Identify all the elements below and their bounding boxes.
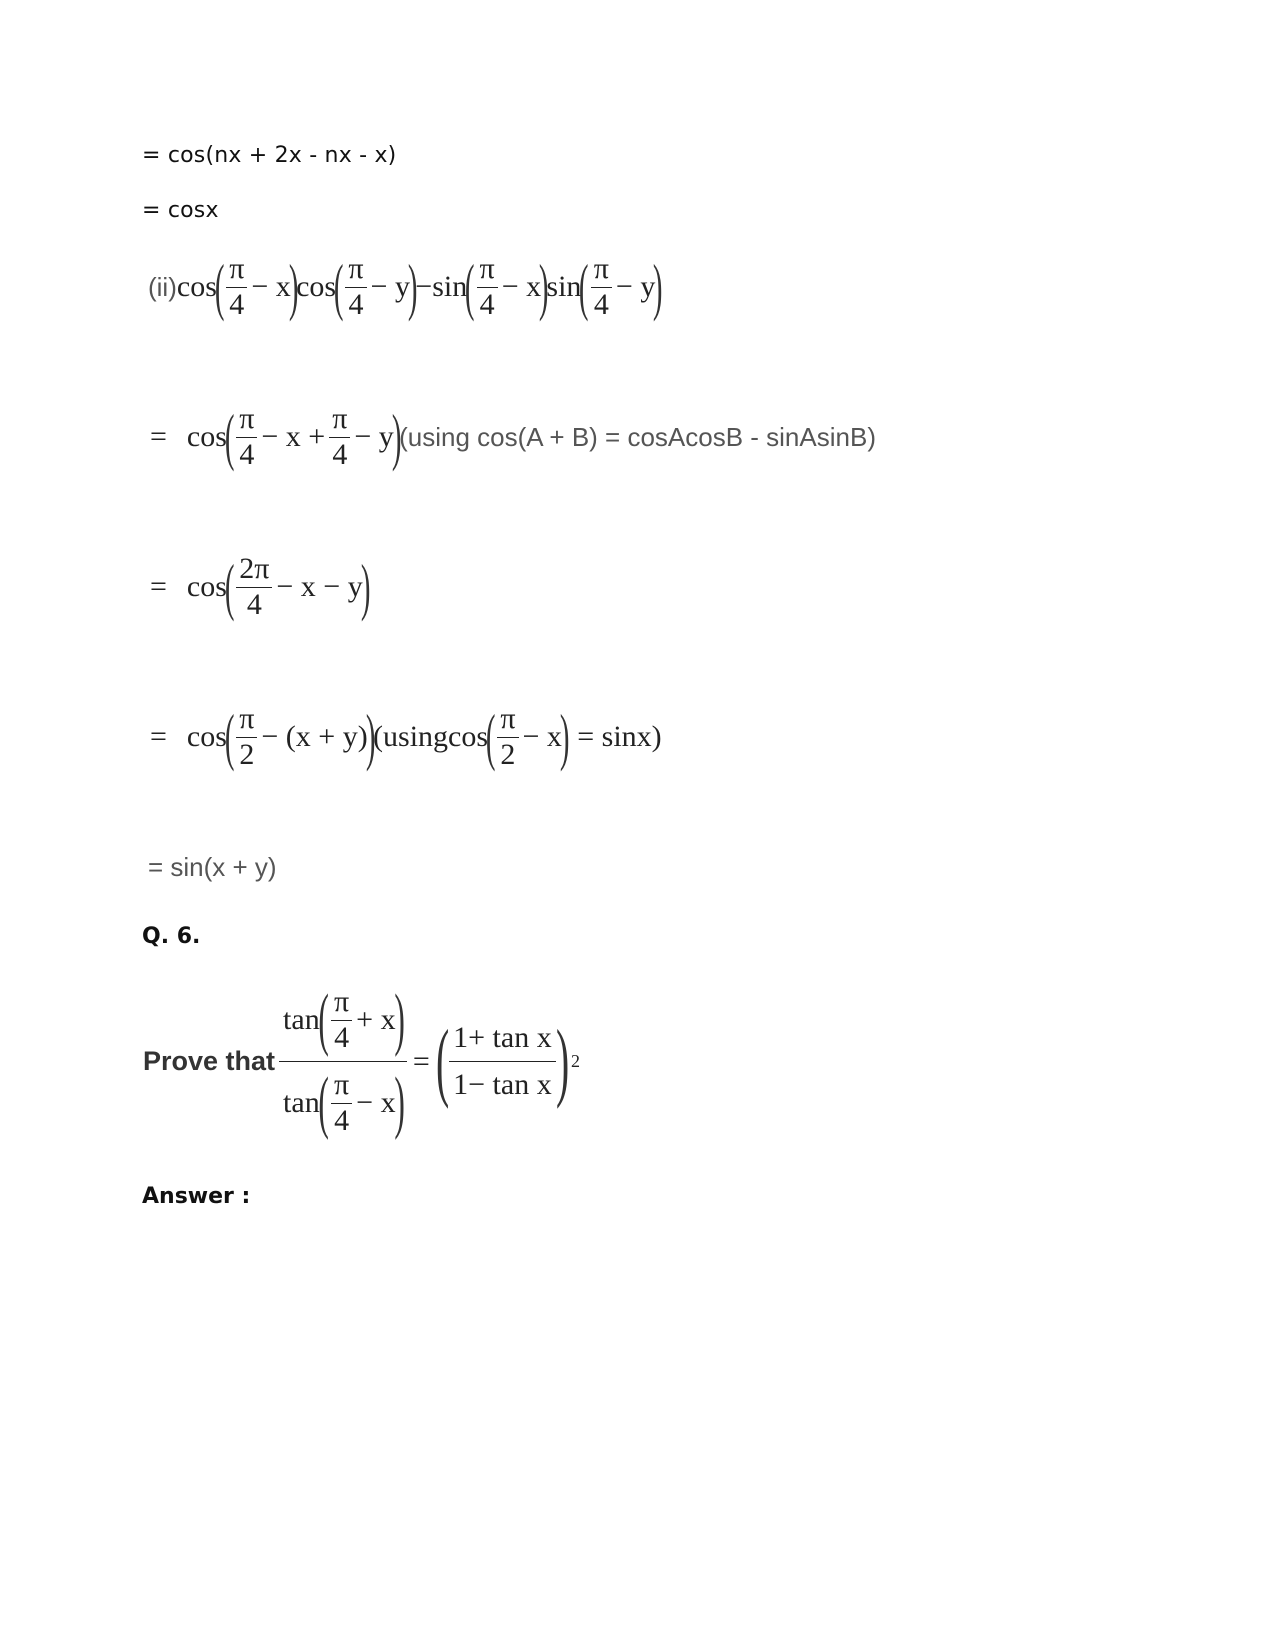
fraction: $\frac{\pi}{4}$ <box>236 402 257 472</box>
right-denominator: 1− tan x <box>453 1068 552 1101</box>
fraction: $\frac{\pi}{2}$ <box>236 702 257 772</box>
fraction: $\frac{\pi}{4}$ <box>477 252 498 322</box>
main-fraction <box>279 981 407 1141</box>
open-paren: ( <box>214 251 225 322</box>
expression-ii: (ii) cos ( $\frac{\pi}{4}$ − x ) cos ( $\frac{\pi}{4}$ − y ) − sin ( $\frac{\pi}{4}$ − x ) sin ( $\frac{\pi}{4}$ − y ) <box>148 251 663 322</box>
right-numerator: 1+ tan x <box>449 1021 556 1062</box>
right-fraction <box>449 1021 556 1102</box>
identity-note: (using cos(A + B) = cosAcosB - sinAsinB) <box>399 421 876 452</box>
expression-step-2: = cos ( $\frac{2\pi}{4}$ − x − y ) <box>150 551 371 622</box>
main-numerator: tan ( $\frac{\pi}{4}$ + x ) <box>279 985 407 1062</box>
prove-that-text: Prove that <box>143 1046 276 1076</box>
fraction: $\frac{\pi}{4}$ <box>226 252 247 322</box>
fraction: $\frac{\pi}{4}$ <box>591 252 612 322</box>
result-line: = sin(x + y) <box>148 852 277 882</box>
fraction: $\frac{\pi}{4}$ <box>329 402 350 472</box>
fraction: $\frac{2\pi}{4}$ <box>236 552 272 622</box>
exponent: 2 <box>571 1051 581 1071</box>
question-statement: Prove that tan ( $\frac{\pi}{4}$ + x ) tan ( $\frac{\pi}{4}$ − x ) = ( $\frac{\text{1+ tan x}}{\text{1− tan x}}$ ) 2 <box>143 981 581 1141</box>
close-paren: ) <box>288 251 299 322</box>
answer-label: Answer : <box>142 1184 251 1209</box>
step-line-1: = cos(nx + 2x - nx - x) <box>142 143 397 168</box>
question-label: Q. 6. <box>142 924 201 949</box>
expression-step-3: = cos ( $\frac{\pi}{2}$ − (x + y) ) (usingcos ( $\frac{\pi}{2}$ − x ) = sinx) <box>150 701 662 772</box>
expression-step-1: = cos ( $\frac{\pi}{4}$ − x + $\frac{\pi}{4}$ − y ) (using cos(A + B) = cosAcosB - sinAsinB) <box>150 401 876 472</box>
cos-term: cos <box>176 270 217 303</box>
fraction: $\frac{\pi}{2}$ <box>497 702 518 772</box>
part-label: (ii) <box>148 271 177 302</box>
step-line-2: = cosx <box>142 198 219 223</box>
main-denominator: tan ( $\frac{\pi}{4}$ − x ) <box>283 1064 405 1141</box>
fraction: $\frac{\pi}{4}$ <box>345 252 366 322</box>
